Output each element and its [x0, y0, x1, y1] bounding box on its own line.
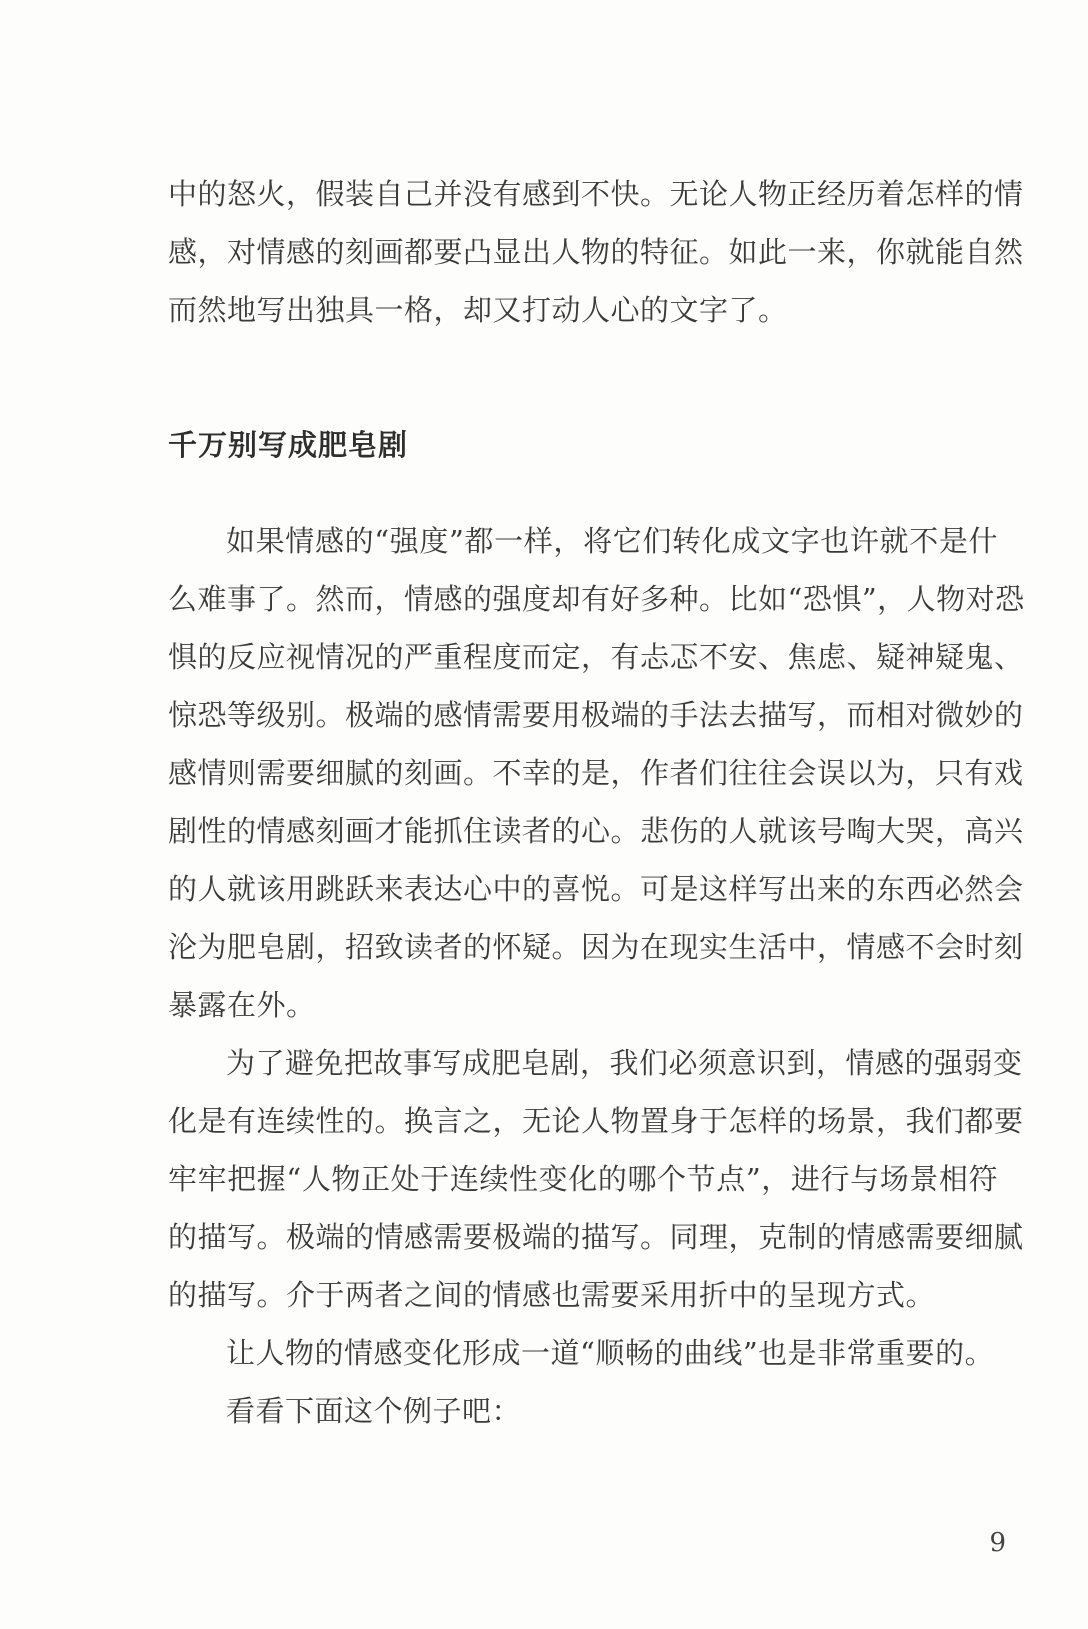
paragraph-line: 如果情感的“强度”都一样，将它们转化成文字也许就不是什 — [226, 524, 998, 558]
paragraph-line: 让人物的情感变化形成一道“顺畅的曲线”也是非常重要的。 — [226, 1336, 995, 1370]
paragraph-line: 的人就该用跳跃来表达心中的喜悦。可是这样写出来的东西必然会 — [168, 872, 1024, 906]
page-number: 9 — [989, 1528, 1006, 1558]
paragraph-line: 中的怒火，假装自己并没有感到不快。无论人物正经历着怎样的情 — [168, 177, 1024, 211]
paragraph-line: 沦为肥皂剧，招致读者的怀疑。因为在现实生活中，情感不会时刻 — [168, 930, 1024, 964]
paragraph-line: 的描写。极端的情感需要极端的描写。同理，克制的情感需要细腻 — [168, 1220, 1024, 1254]
paragraph-line: 么难事了。然而，情感的强度却有好多种。比如“恐惧”，人物对恐 — [168, 582, 1025, 616]
paragraph-line: 为了避免把故事写成肥皂剧，我们必须意识到，情感的强弱变 — [226, 1046, 1023, 1080]
paragraph-line: 惊恐等级别。极端的感情需要用极端的手法去描写，而相对微妙的 — [168, 698, 1024, 732]
section-heading: 千万别写成肥皂剧 — [168, 428, 409, 462]
paragraph-line: 惧的反应视情况的严重程度而定，有忐忑不安、焦虑、疑神疑鬼、 — [168, 640, 1024, 674]
paragraph-line: 剧性的情感刻画才能抓住读者的心。悲伤的人就该号啕大哭，高兴 — [168, 814, 1024, 848]
paragraph-line: 暴露在外。 — [168, 988, 316, 1022]
paragraph-line: 而然地写出独具一格，却又打动人心的文字了。 — [168, 293, 788, 327]
paragraph-line: 的描写。介于两者之间的情感也需要采用折中的呈现方式。 — [168, 1278, 936, 1312]
paragraph-line: 牢牢把握“人物正处于连续性变化的哪个节点”，进行与场景相符 — [168, 1162, 998, 1196]
paragraph-line: 感情则需要细腻的刻画。不幸的是，作者们往往会误以为，只有戏 — [168, 756, 1024, 790]
paragraph-line: 看看下面这个例子吧： — [226, 1394, 522, 1428]
paragraph-line: 感，对情感的刻画都要凸显出人物的特征。如此一来，你就能自然 — [168, 235, 1024, 269]
paragraph-line: 化是有连续性的。换言之，无论人物置身于怎样的场景，我们都要 — [168, 1104, 1024, 1138]
